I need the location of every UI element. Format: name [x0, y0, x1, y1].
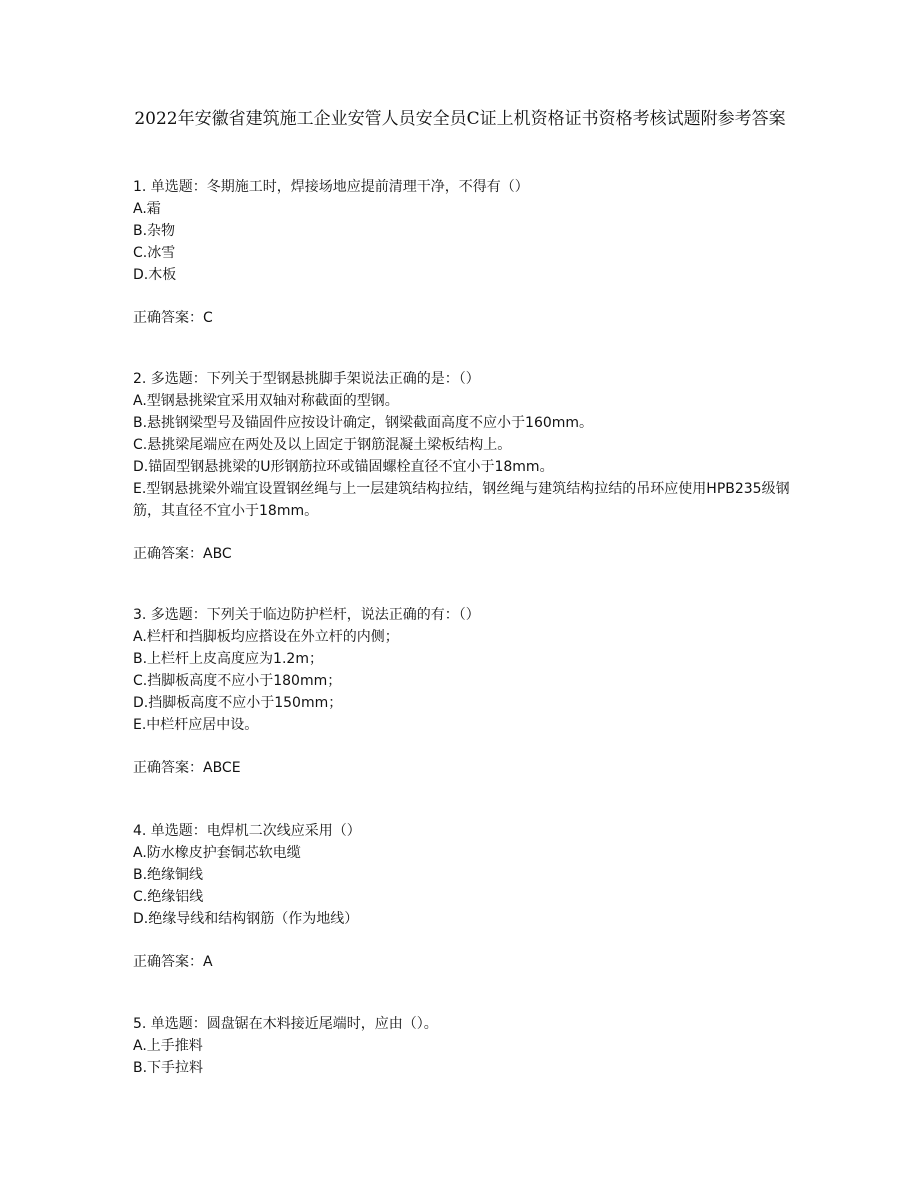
question-stem: 5. 单选题：圆盘锯在木料接近尾端时，应由（）。 [133, 1016, 438, 1032]
correct-answer [133, 951, 813, 973]
answer-label: 正确答案： [133, 310, 203, 326]
answer-value: A [203, 954, 213, 970]
answer-label: 正确答案： [133, 954, 203, 970]
option-b: B.绝缘铜线 [133, 867, 204, 883]
option-d: D.绝缘导线和结构钢筋（作为地线） [133, 911, 359, 927]
question-stem: 3. 多选题：下列关于临边防护栏杆，说法正确的有：（） [133, 607, 480, 623]
option-a: A.防水橡皮护套铜芯软电缆 [133, 845, 301, 861]
option-d: D.木板 [133, 267, 177, 283]
option-d: D.挡脚板高度不应小于150mm； [133, 695, 343, 711]
option-a: A.霜 [133, 201, 161, 217]
option-e: E.中栏杆应居中设。 [133, 717, 259, 733]
answer-value: ABCE [203, 760, 241, 776]
option-b: B.悬挑钢梁型号及锚固件应按设计确定，钢梁截面高度不应小于160mm。 [133, 415, 594, 431]
question-stem: 1. 单选题：冬期施工时，焊接场地应提前清理干净，不得有（） [133, 179, 529, 195]
option-a: A.型钢悬挑梁宜采用双轴对称截面的型钢。 [133, 393, 399, 409]
option-e: E.型钢悬挑梁外端宜设置钢丝绳与上一层建筑结构拉结，钢丝绳与建筑结构拉结的吊环应使用HPB235级钢筋，其直径不宜小于18mm。 [133, 481, 790, 519]
question-4 [133, 820, 813, 973]
question-5 [133, 1013, 813, 1079]
option-c: C.挡脚板高度不应小于180mm； [133, 673, 342, 689]
option-c: C.悬挑梁尾端应在两处及以上固定于钢筋混凝土梁板结构上。 [133, 437, 512, 453]
answer-value: C [203, 310, 213, 326]
option-b: B.杂物 [133, 223, 176, 239]
option-b: B.上栏杆上皮高度应为1.2m； [133, 651, 323, 667]
answer-label: 正确答案： [133, 760, 203, 776]
option-a: A.栏杆和挡脚板均应搭设在外立杆的内侧； [133, 629, 399, 645]
correct-answer [133, 543, 813, 565]
correct-answer [133, 307, 813, 329]
correct-answer [133, 757, 813, 779]
question-1 [133, 176, 813, 329]
option-b: B.下手拉料 [133, 1060, 204, 1076]
option-c: C.绝缘铝线 [133, 889, 204, 905]
option-c: C.冰雪 [133, 245, 176, 261]
document-title: 2022年安徽省建筑施工企业安管人员安全员C证上机资格证书资格考核试题附参考答案 [134, 109, 786, 129]
question-stem: 2. 多选题：下列关于型钢悬挑脚手架说法正确的是：（） [133, 371, 480, 387]
question-2 [133, 368, 813, 565]
answer-label: 正确答案： [133, 546, 203, 562]
question-stem: 4. 单选题：电焊机二次线应采用（） [133, 823, 361, 839]
question-3 [133, 604, 813, 779]
answer-value: ABC [203, 546, 232, 562]
option-d: D.锚固型钢悬挑梁的U形钢筋拉环或锚固螺栓直径不宜小于18mm。 [133, 459, 554, 475]
option-a: A.上手推料 [133, 1038, 203, 1054]
